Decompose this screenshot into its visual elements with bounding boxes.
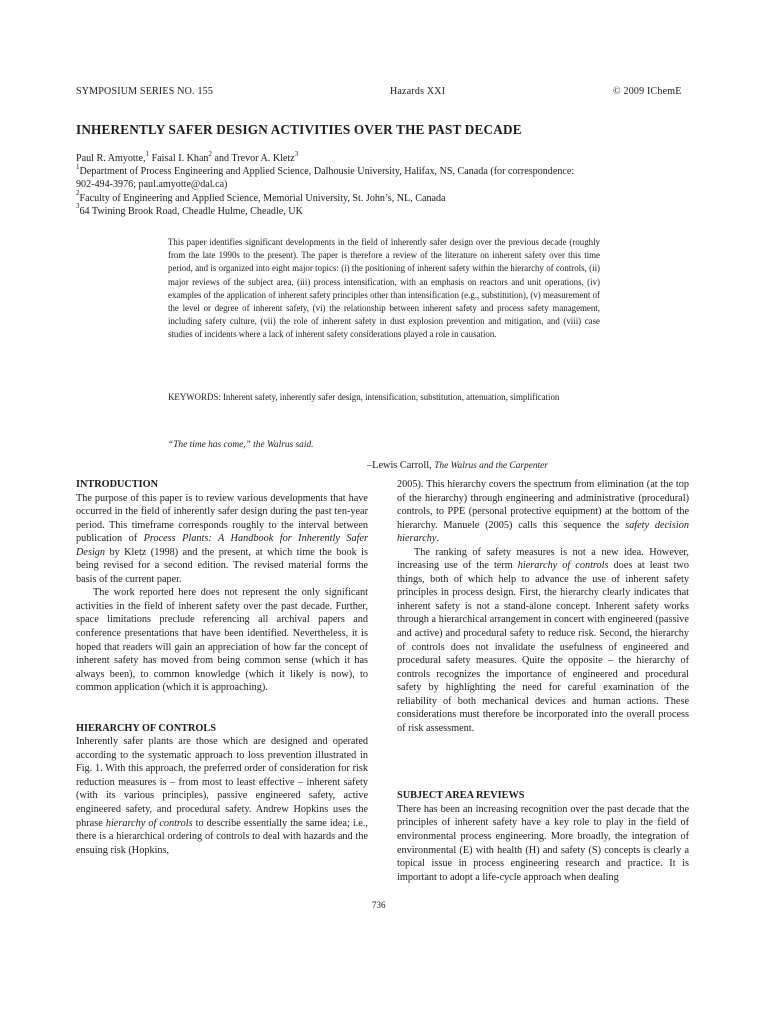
subject-paragraph-1: There has been an increasing recognition over the past decade that the principles of inherent safety have a key role to play in the field of environmental process engineering. More broadly, the integration of environmental (E) with health (H) and safety (S) concepts is clearly a topical issue in process engineering research and practice. It is important to adopt a life-cycle approach when dealing xyxy=(397,803,689,883)
book-title: Process Plants: A Handbook for Inherently Safer Design xyxy=(76,533,368,558)
paper-title: INHERENTLY SAFER DESIGN ACTIVITIES OVER THE PAST DECADE xyxy=(76,122,522,137)
abstract: This paper identifies significant developments in the field of inherently safer design over the previous decade (roughly from the late 1990s to the present). The paper is therefore a review of the literature on inherent safety over this time period, and is organized into eight major topics: (i) the positioning of inherent safety within the hierarchy of controls, (ii) major reviews of the subject area, (iii) process intensification, with an emphasis on reactors and unit operations, (iv) examples of the application of inherent safety principles other than intensification (e.g., substitution), (v) measurement of the level or degree of inherent safety, (vi) the relationship between inherent safety and process safety management, including safety culture, (vii) the role of inherent safety in dust explosion prevention and mitigation, and (viii) case studies of incidents where a lack of inherent safety considerations played a role in causation. xyxy=(168,237,600,340)
intro-paragraph-2: The work reported here does not represent the only significant activities in the field of inherent safety over the past decade. Further, space limitations preclude referencing all archival papers and conference presentations that have been identified. Nevertheless, it is hoped that readers will gain an appreciation of how far the concept of inherent safety has moved from being common sense (which it has always been), to common knowledge (which it likely is now), to common application (which it is approaching). xyxy=(76,587,368,694)
author-kletz: and Trevor A. Kletz xyxy=(211,153,295,164)
term-hierarchy-of-controls: hierarchy of controls xyxy=(105,817,193,829)
intro-paragraph-1: The purpose of this paper is to review various developments that have occurred in the field of inherently safer design during the past ten-year period. This timeframe corresponds roughly to the interval between publication of Process Plants: A Handbook for Inherently Safer Design by Kletz (1998) and the present, at which time the book is being revised for a second edition. The revised material forms the basis of the current paper. xyxy=(76,492,368,585)
author-line: Paul R. Amyotte,$^1$ Faisal I. Khan$^2$ and Trevor A. Kletz$^3$ xyxy=(76,149,299,164)
affiliation-2: $^2$Faculty of Engineering and Applied Science, Memorial University, St. John’s, NL, Canada xyxy=(76,189,446,204)
hierarchy-paragraph-1: Inherently safer plants are those which are designed and operated according to the systematic approach to loss prevention illustrated in Fig. 1. With this approach, the preferred order of consideration for risk reduction measures is – from most to least effective – inherent safety (with its various principles), passive engineered safety, active engineered safety, and procedural safety. Andrew Hopkins uses the phrase hierarchy of controls to describe essentially the same idea; i.e., there is a hierarchical ordering of controls to deal with hazards and the ensuing risk (Hopkins, xyxy=(76,736,368,856)
running-header-title: Hazards XXI xyxy=(390,86,446,97)
right-column xyxy=(397,478,689,884)
author-block xyxy=(76,149,716,218)
affiliation-1: $^1$Department of Process Engineering and Applied Science, Dalhousie University, Halifax, NS, Canada (for correspondence: xyxy=(76,162,575,178)
page-number: 736 xyxy=(372,900,386,910)
running-header-copyright: © 2009 IChemE xyxy=(613,86,682,97)
affiliation-1-contact: 902-494-3976; paul.amyotte@dal.ca) xyxy=(76,179,228,191)
running-header-series: SYMPOSIUM SERIES NO. 155 xyxy=(76,86,214,97)
section-heading-introduction: INTRODUCTION xyxy=(76,479,159,490)
hierarchy-paragraph-1-continued: 2005). This hierarchy covers the spectrum from elimination (at the top of the hierarchy) through engineering and administrative (procedural) controls, to PPE (personal protective equipment) at the bottom of the hierarchy. Manuele (2005) calls this sequence the safety decision hierarchy. xyxy=(397,479,689,545)
section-heading-hierarchy: HIERARCHY OF CONTROLS xyxy=(76,722,216,734)
hierarchy-paragraph-2: The ranking of safety measures is not a new idea. However, increasing use of the term hierarchy of controls does at least two things, both of which help to advance the use of inherent safety principles in process design. First, the hierarchy clearly indicates that inherent safety is not a stand-alone concept. Inherent safety works through a hierarchical arrangement in concert with engineered (passive and active) and procedural safety to reduce risk. Second, the hierarchy of controls does not invalidate the usefulness of engineered and procedural safety measures. Quite the opposite – the hierarchy of controls recognizes the importance of engineered and procedural safety by highlighting the need for careful examination of the reliability of both mechanical devices and human actions. These considerations must therefore be incorporated into the overall process of risk assessment. xyxy=(397,546,689,734)
affiliation-3: $^3$64 Twining Brook Road, Cheadle Hulme, Cheadle, UK xyxy=(76,202,303,217)
section-heading-subject-area: SUBJECT AREA REVIEWS xyxy=(397,790,525,802)
epigraph-quote: “The time has come,” the Walrus said. xyxy=(168,440,314,450)
epigraph-attribution: –Lewis Carroll, The Walrus and the Carpenter xyxy=(367,460,548,471)
term-hierarchy-of-controls-2: hierarchy of controls xyxy=(517,560,609,572)
author-khan: Faisal I. Khan xyxy=(149,153,209,164)
keywords: KEYWORDS: Inherent safety, inherently safer design, intensification, substitution, attenuation, simplification xyxy=(168,392,560,402)
left-column xyxy=(76,478,368,857)
author-amyotte: Paul R. Amyotte, xyxy=(76,153,146,164)
epigraph-work: The Walrus and the Carpenter xyxy=(434,461,548,471)
term-safety-decision-hierarchy: safety decision hierarchy xyxy=(397,519,689,545)
